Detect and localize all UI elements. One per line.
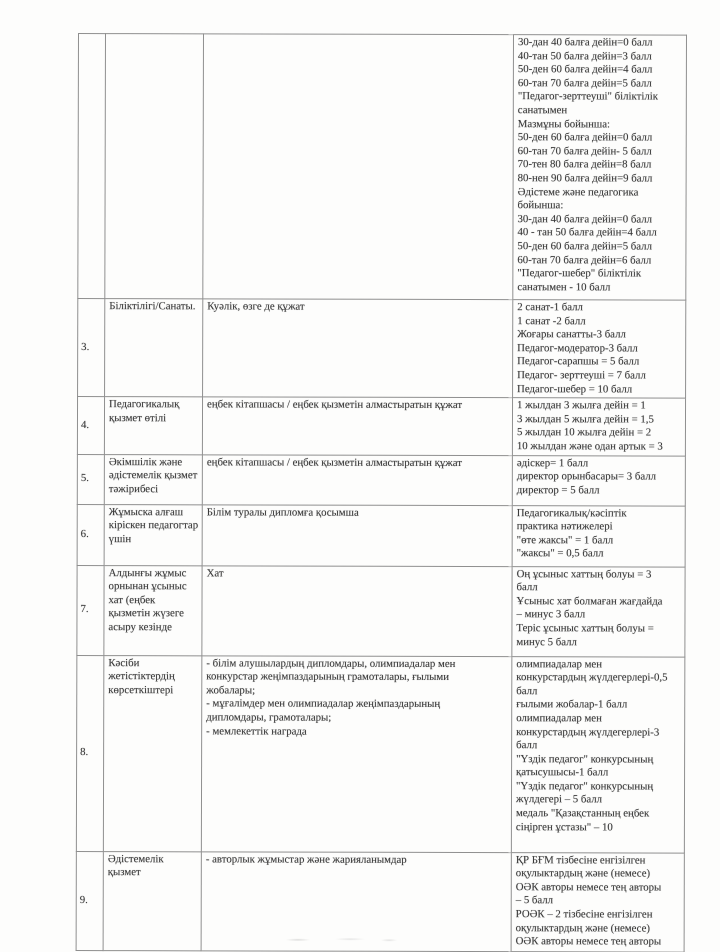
criteria-cell: Әкімшілік және әдістемелік қызмет тәжірибесі (104, 454, 202, 504)
table-row (77, 397, 685, 456)
document-cell: еңбек кітапшасы / еңбек қызметін алмастыратын құжат (202, 397, 512, 455)
row-number-cell (78, 34, 106, 299)
table-row (77, 504, 685, 567)
points-cell: Педагогикалық/кәсіптік практика нәтижелері "өте жаксы" = 1 балл "жаксы" = 0,5 балл (512, 505, 685, 566)
row-number-cell: 4. (77, 397, 104, 454)
table-row (78, 299, 686, 399)
points-cell: 30-дан 40 балға дейін=0 балл 40-тан 50 балға дейін=3 балл 50-ден 60 балға дейін=4 балл 60-тан 70 балға дейін=5 балл "Педагог-зерттеуші" біліктілік санатымен Мазмұны бойынша: 50-ден 60 балға дейін=0 балл 60-тан 70 балға дейін- 5 балл 70-тен 80 балға дейін=8 балл 80-нен 90 балға дейін=9 балл Әдістеме және педагогика бойынша: 30-дан 40 балға дейін=0 балл 40 - тан 50 балға дейін=4 балл 50-ден 60 балға дейін=5 балл 60-тан 70 балға дейін=6 балл "Педагог-шебер" біліктілік санатымен - 10 балл (513, 35, 687, 300)
scan-smudge (272, 936, 402, 943)
document-cell: Куәлік, өзге де құжат (203, 299, 513, 398)
row-number-cell: 7. (77, 565, 104, 655)
criteria-table-body (76, 34, 686, 952)
document-cell: Білім туралы дипломға қосымша (202, 504, 512, 566)
points-cell: олимпиадалар мен конкурстардың жүлдегерлері-0,5 балл ғылыми жобалар-1 балл олимпиадалар мен конкурстардың жүлдегерлері-3 балл "Үздік педагог" конкурсының қатысушысы-1 балл "Үздік педагог" конкурсының жүлдегері – 5 балл медаль "Қазақстанның еңбек сіңірген ұстазы" – 10 (511, 656, 685, 852)
document-cell: - авторлык жұмыстар және жарияланымдар (201, 851, 511, 951)
table-row (76, 655, 685, 853)
criteria-cell: Жұмыска алғаш кіріскен педагогтар үшін (104, 504, 202, 565)
points-cell: ҚР БҒМ тізбесіне енгізілген оқулыктардың және (немесе) ОӘК авторы немесе тең авторы – 5 балл РОӘК – 2 тізбесіне енгізілген оқулыктардың және (немесе) ОӘК авторы немесе тең авторы (511, 852, 684, 951)
row-number-cell: 6. (77, 504, 104, 565)
criteria-cell: Алдынғы жұмыс орнынан ұсыныс хат (еңбек қызметін жүзеге асыру кезінде (104, 565, 202, 655)
document-cell (203, 34, 514, 300)
criteria-cell (105, 34, 204, 299)
document-cell: еңбек кітапшасы / еңбек қызметін алмастыратын құжат (202, 454, 512, 505)
points-cell: 1 жылдан 3 жылға дейін = 1 3 жылдан 5 жылға дейін = 1,5 5 жылдан 10 жылға дейін = 2 10 жылдан және одан артык = 3 (512, 398, 685, 456)
criteria-table (76, 33, 687, 952)
points-cell: 2 санат-1 балл 1 санат -2 балл Жоғары санатты-3 балл Педагог-модератор-3 балл Педагог-сарапшы = 5 балл Педагог- зерттеуші = 7 балл Педагог-шебер = 10 балл (513, 300, 686, 399)
row-number-cell: 5. (77, 454, 104, 504)
row-number-cell: 9. (76, 851, 103, 950)
document-cell: Хат (202, 565, 512, 656)
criteria-cell: Әдістемелік қызмет (103, 851, 201, 950)
table-row (77, 565, 685, 657)
row-number-cell: 3. (78, 299, 105, 397)
table-row (77, 454, 685, 506)
scanned-page (76, 33, 687, 952)
document-cell: - білім алушылардың дипломдары, олимпиадалар мен конкурстар жеңімпаздарының грамоталары, ғылыми жобалары; - мұғалімдер мен олимпиадалар жеңімпаздарының дипломдары, грамоталары; - мемлекеттік награда (201, 655, 512, 852)
points-cell: әдіскер= 1 балл директор орынбасары= 3 балл директор = 5 балл (512, 455, 685, 505)
points-cell: Оң ұсыныс хаттың болуы = 3 балл Ұсыныс хат болмаған жағдайда – минус 3 балл Теріс ұсыныс хаттың болуы = минус 5 балл (512, 566, 685, 656)
criteria-cell: Кәсіби жетістіктердің көрсеткіштері (103, 655, 202, 851)
criteria-cell: Педагогикалық қызмет өтілі (104, 397, 202, 455)
row-number-cell: 8. (76, 655, 104, 851)
table-row (78, 34, 687, 301)
criteria-cell: Біліктілігі/Санаты. (105, 299, 203, 397)
